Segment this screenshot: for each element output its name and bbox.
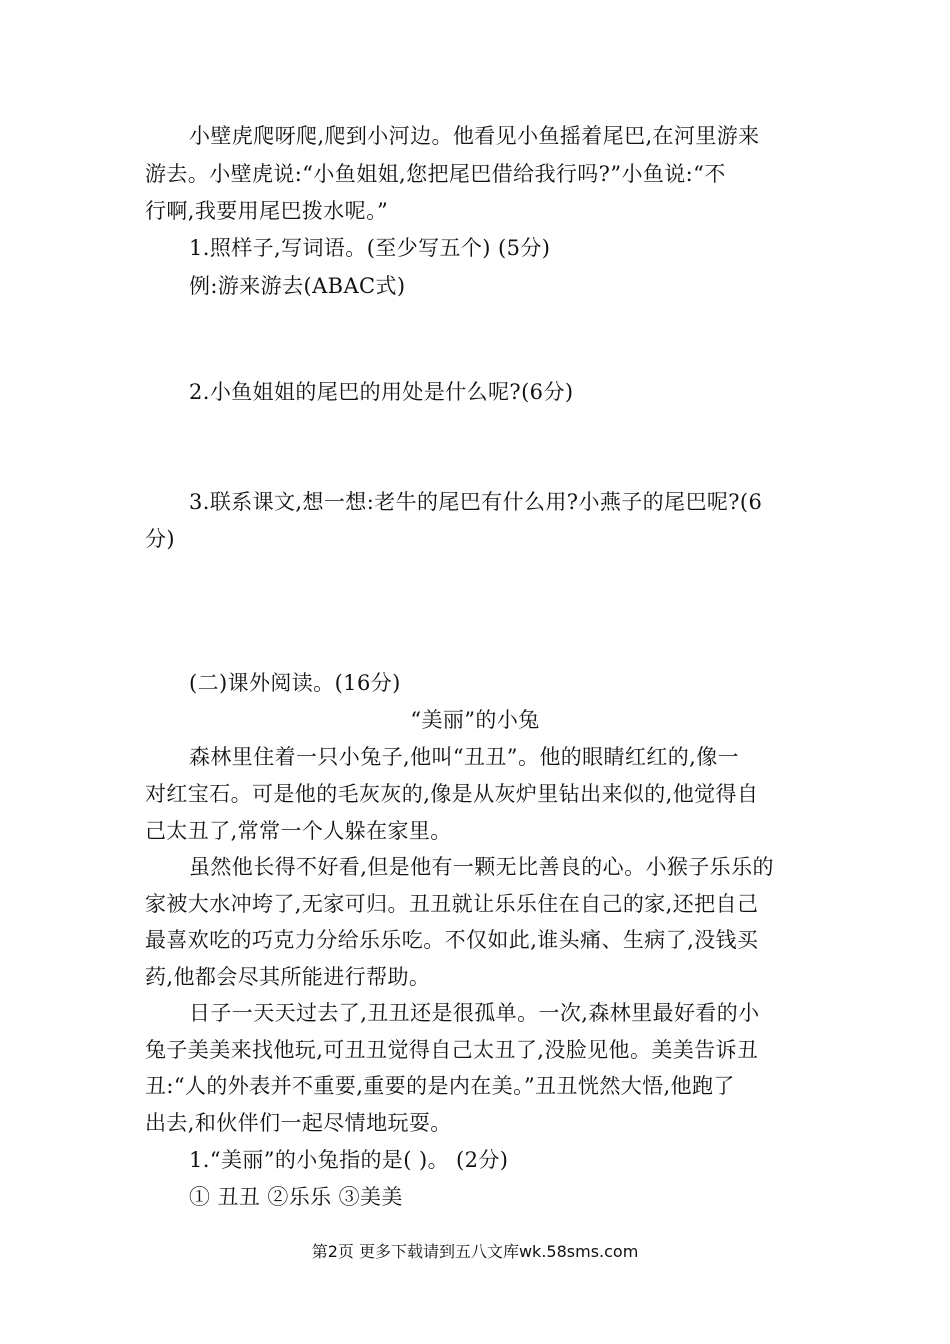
- question-2: 2.小鱼姐姐的尾巴的用处是什么呢?(6分): [189, 380, 574, 404]
- story-title: “美丽”的小兔: [410, 708, 540, 732]
- story-p3-line-2: 兔子美美来找他玩,可丑丑觉得自己太丑了,没脸见他。美美告诉丑: [145, 1038, 759, 1062]
- section2-heading: (二)课外阅读。(16分): [189, 671, 401, 695]
- passage1-line-3: 行啊,我要用尾巴拨水呢。”: [145, 199, 389, 223]
- section2-question-1: 1.“美丽”的小兔指的是( )。 (2分): [189, 1148, 509, 1172]
- question-3-line-1: 3.联系课文,想一想:老牛的尾巴有什么用?小燕子的尾巴呢?(6: [189, 490, 763, 514]
- passage1-line-2: 游去。小壁虎说:“小鱼姐姐,您把尾巴借给我行吗?”小鱼说:“不: [145, 162, 726, 186]
- story-p3-line-3: 丑:“人的外表并不重要,重要的是内在美。”丑丑恍然大悟,他跑了: [145, 1074, 735, 1098]
- section2-question-1-options: ① 丑丑 ②乐乐 ③美美: [189, 1185, 403, 1209]
- story-p1-line-1: 森林里住着一只小兔子,他叫“丑丑”。他的眼睛红红的,像一: [189, 745, 740, 769]
- passage1-line-1: 小壁虎爬呀爬,爬到小河边。他看见小鱼摇着尾巴,在河里游来: [189, 124, 760, 148]
- story-p2-line-2: 家被大水冲垮了,无家可归。丑丑就让乐乐住在自己的家,还把自己: [145, 892, 759, 916]
- story-p2-line-4: 药,他都会尽其所能进行帮助。: [145, 965, 431, 989]
- question-3-line-2: 分): [145, 527, 175, 551]
- story-p2-line-1: 虽然他长得不好看,但是他有一颗无比善良的心。小猴子乐乐的: [189, 855, 774, 879]
- story-p3-line-1: 日子一天天过去了,丑丑还是很孤单。一次,森林里最好看的小: [189, 1001, 760, 1025]
- story-p1-line-2: 对红宝石。可是他的毛灰灰的,像是从灰炉里钻出来似的,他觉得自: [145, 782, 759, 806]
- story-p3-line-4: 出去,和伙伴们一起尽情地玩耍。: [145, 1111, 452, 1135]
- story-p2-line-3: 最喜欢吃的巧克力分给乐乐吃。不仅如此,谁头痛、生病了,没钱买: [145, 928, 759, 952]
- question-1: 1.照样子,写词语。(至少写五个) (5分): [189, 236, 551, 260]
- story-p1-line-3: 己太丑了,常常一个人躲在家里。: [145, 819, 452, 843]
- page-footer: 第2页 更多下载请到五八文库wk.58sms.com: [311, 1242, 639, 1261]
- question-1-example: 例:游来游去(ABAC式): [189, 274, 406, 298]
